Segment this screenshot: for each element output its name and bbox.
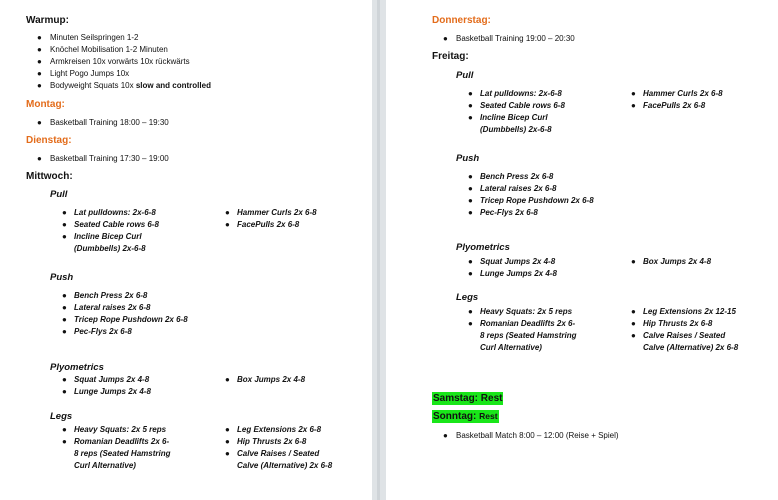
warmup-item: Minuten Seilspringen 1-2 [50,33,139,42]
bullet-icon: ● [37,57,42,66]
bullet-icon: ● [443,34,448,43]
exercise-item: Hammer Curls 2x 6-8 [643,89,723,98]
bullet-icon: ● [468,257,473,266]
legs-subheading: Legs [456,292,479,303]
exercise-item: Seated Cable rows 6-8 [480,101,565,110]
bullet-icon: ● [62,208,67,217]
exercise-item: Bench Press 2x 6-8 [480,172,554,181]
bullet-icon: ● [37,81,42,90]
push-subheading: Push [456,153,480,164]
bullet-icon: ● [37,118,42,127]
bullet-icon: ● [631,319,636,328]
bullet-icon: ● [62,303,67,312]
document-page-right [386,0,778,500]
sonntag-heading-rest: Rest [479,411,498,421]
bullet-icon: ● [225,449,230,458]
bullet-icon: ● [631,257,636,266]
exercise-item: Lateral raises 2x 6-8 [74,303,151,312]
bullet-icon: ● [62,291,67,300]
bullet-icon: ● [225,375,230,384]
exercise-item: Lat pulldowns: 2x-6-8 [480,89,562,98]
bullet-icon: ● [37,154,42,163]
exercise-item-continued: (Dumbbells) 2x-6-8 [480,125,552,134]
exercise-item: Calve Raises / Seated [237,449,320,458]
bullet-icon: ● [468,184,473,193]
exercise-item-continued: (Dumbbells) 2x-6-8 [74,244,146,253]
push-subheading: Push [50,272,74,283]
exercise-item: Pec-Flys 2x 6-8 [480,208,538,217]
bullet-icon: ● [62,375,67,384]
legs-subheading: Legs [50,411,73,422]
bullet-icon: ● [225,220,230,229]
pull-subheading: Pull [456,70,474,81]
exercise-item-continued: Calve (Alternative) 2x 6-8 [237,461,333,470]
montag-heading: Montag: [26,99,65,110]
exercise-item: Bench Press 2x 6-8 [74,291,148,300]
bullet-icon: ● [62,387,67,396]
pull-subheading: Pull [50,189,68,200]
warmup-item: Armkreisen 10x vorwärts 10x rückwärts [50,57,190,66]
bullet-icon: ● [62,327,67,336]
warmup-item: Knöchel Mobilisation 1-2 Minuten [50,45,168,54]
bullet-icon: ● [62,220,67,229]
donnerstag-heading: Donnerstag: [432,15,491,26]
bullet-icon: ● [468,269,473,278]
exercise-item: Lat pulldowns: 2x-6-8 [74,208,156,217]
exercise-item: Leg Extensions 2x 6-8 [237,425,322,434]
exercise-item: Box Jumps 2x 4-8 [643,257,712,266]
exercise-item: Pec-Flys 2x 6-8 [74,327,132,336]
sonntag-item: Basketball Match 8:00 – 12:00 (Reise + Spiel) [456,431,619,440]
exercise-item: Romanian Deadlifts 2x 6- [74,437,170,446]
plyometrics-subheading: Plyometrics [456,242,510,253]
exercise-item: Incline Bicep Curl [480,113,548,122]
dienstag-item: Basketball Training 17:30 – 19:00 [50,154,169,163]
exercise-item: Incline Bicep Curl [74,232,142,241]
bullet-icon: ● [631,307,636,316]
exercise-item: Seated Cable rows 6-8 [74,220,159,229]
bullet-icon: ● [225,208,230,217]
bullet-icon: ● [468,319,473,328]
exercise-item: FacePulls 2x 6-8 [237,220,300,229]
highlight-marker: Samstag: Rest [433,393,503,404]
exercise-item: Romanian Deadlifts 2x 6- [480,319,576,328]
bullet-icon: ● [468,101,473,110]
exercise-item: Lunge Jumps 2x 4-8 [480,269,557,278]
bullet-icon: ● [37,45,42,54]
bullet-icon: ● [468,172,473,181]
exercise-item: Squat Jumps 2x 4-8 [480,257,556,266]
exercise-item-continued: Calve (Alternative) 2x 6-8 [643,343,739,352]
exercise-item: Tricep Rope Pushdown 2x 6-8 [74,315,188,324]
dienstag-heading: Dienstag: [26,135,72,146]
exercise-item-continued: Curl Alternative) [480,343,542,352]
bullet-icon: ● [62,315,67,324]
exercise-item: Hip Thrusts 2x 6-8 [237,437,307,446]
montag-item: Basketball Training 18:00 – 19:30 [50,118,169,127]
bullet-icon: ● [37,33,42,42]
bullet-icon: ● [631,331,636,340]
bullet-icon: ● [468,89,473,98]
freitag-heading: Freitag: [432,51,469,62]
bullet-icon: ● [468,307,473,316]
exercise-item-continued: 8 reps (Seated Hamstring [74,449,171,458]
exercise-item: Squat Jumps 2x 4-8 [74,375,150,384]
document-page-left [0,0,372,500]
exercise-item: Heavy Squats: 2x 5 reps [480,307,573,316]
bullet-icon: ● [225,437,230,446]
bullet-icon: ● [468,208,473,217]
exercise-item: FacePulls 2x 6-8 [643,101,706,110]
mittwoch-heading: Mittwoch: [26,171,73,182]
exercise-item: Lateral raises 2x 6-8 [480,184,557,193]
exercise-item: Lunge Jumps 2x 4-8 [74,387,151,396]
exercise-item: Leg Extensions 2x 12-15 [643,307,736,316]
warmup-heading: Warmup: [26,15,69,26]
exercise-item: Calve Raises / Seated [643,331,726,340]
bullet-icon: ● [631,89,636,98]
exercise-item: Hammer Curls 2x 6-8 [237,208,317,217]
samstag-heading [432,393,503,404]
bullet-icon: ● [37,69,42,78]
exercise-item-continued: Curl Alternative) [74,461,136,470]
warmup-item: Light Pogo Jumps 10x [50,69,130,78]
bullet-icon: ● [225,425,230,434]
exercise-item: Heavy Squats: 2x 5 reps [74,425,167,434]
exercise-item-continued: 8 reps (Seated Hamstring [480,331,577,340]
warmup-item-text: Bodyweight Squats 10x [50,81,136,90]
warmup-item-emphasis: slow and controlled [135,81,211,90]
donnerstag-item: Basketball Training 19:00 – 20:30 [456,34,575,43]
exercise-item: Tricep Rope Pushdown 2x 6-8 [480,196,594,205]
bullet-icon: ● [62,232,67,241]
bullet-icon: ● [62,437,67,446]
bullet-icon: ● [468,196,473,205]
sonntag-heading [432,411,499,422]
bullet-icon: ● [443,431,448,440]
bullet-icon: ● [62,425,67,434]
bullet-icon: ● [631,101,636,110]
highlight-marker [432,410,499,423]
sonntag-heading-main: Sonntag: [433,411,480,422]
bullet-icon: ● [468,113,473,122]
plyometrics-subheading: Plyometrics [50,362,104,373]
warmup-item [50,80,211,92]
exercise-item: Box Jumps 2x 4-8 [237,375,306,384]
page-gutter [372,0,386,500]
exercise-item: Hip Thrusts 2x 6-8 [643,319,713,328]
